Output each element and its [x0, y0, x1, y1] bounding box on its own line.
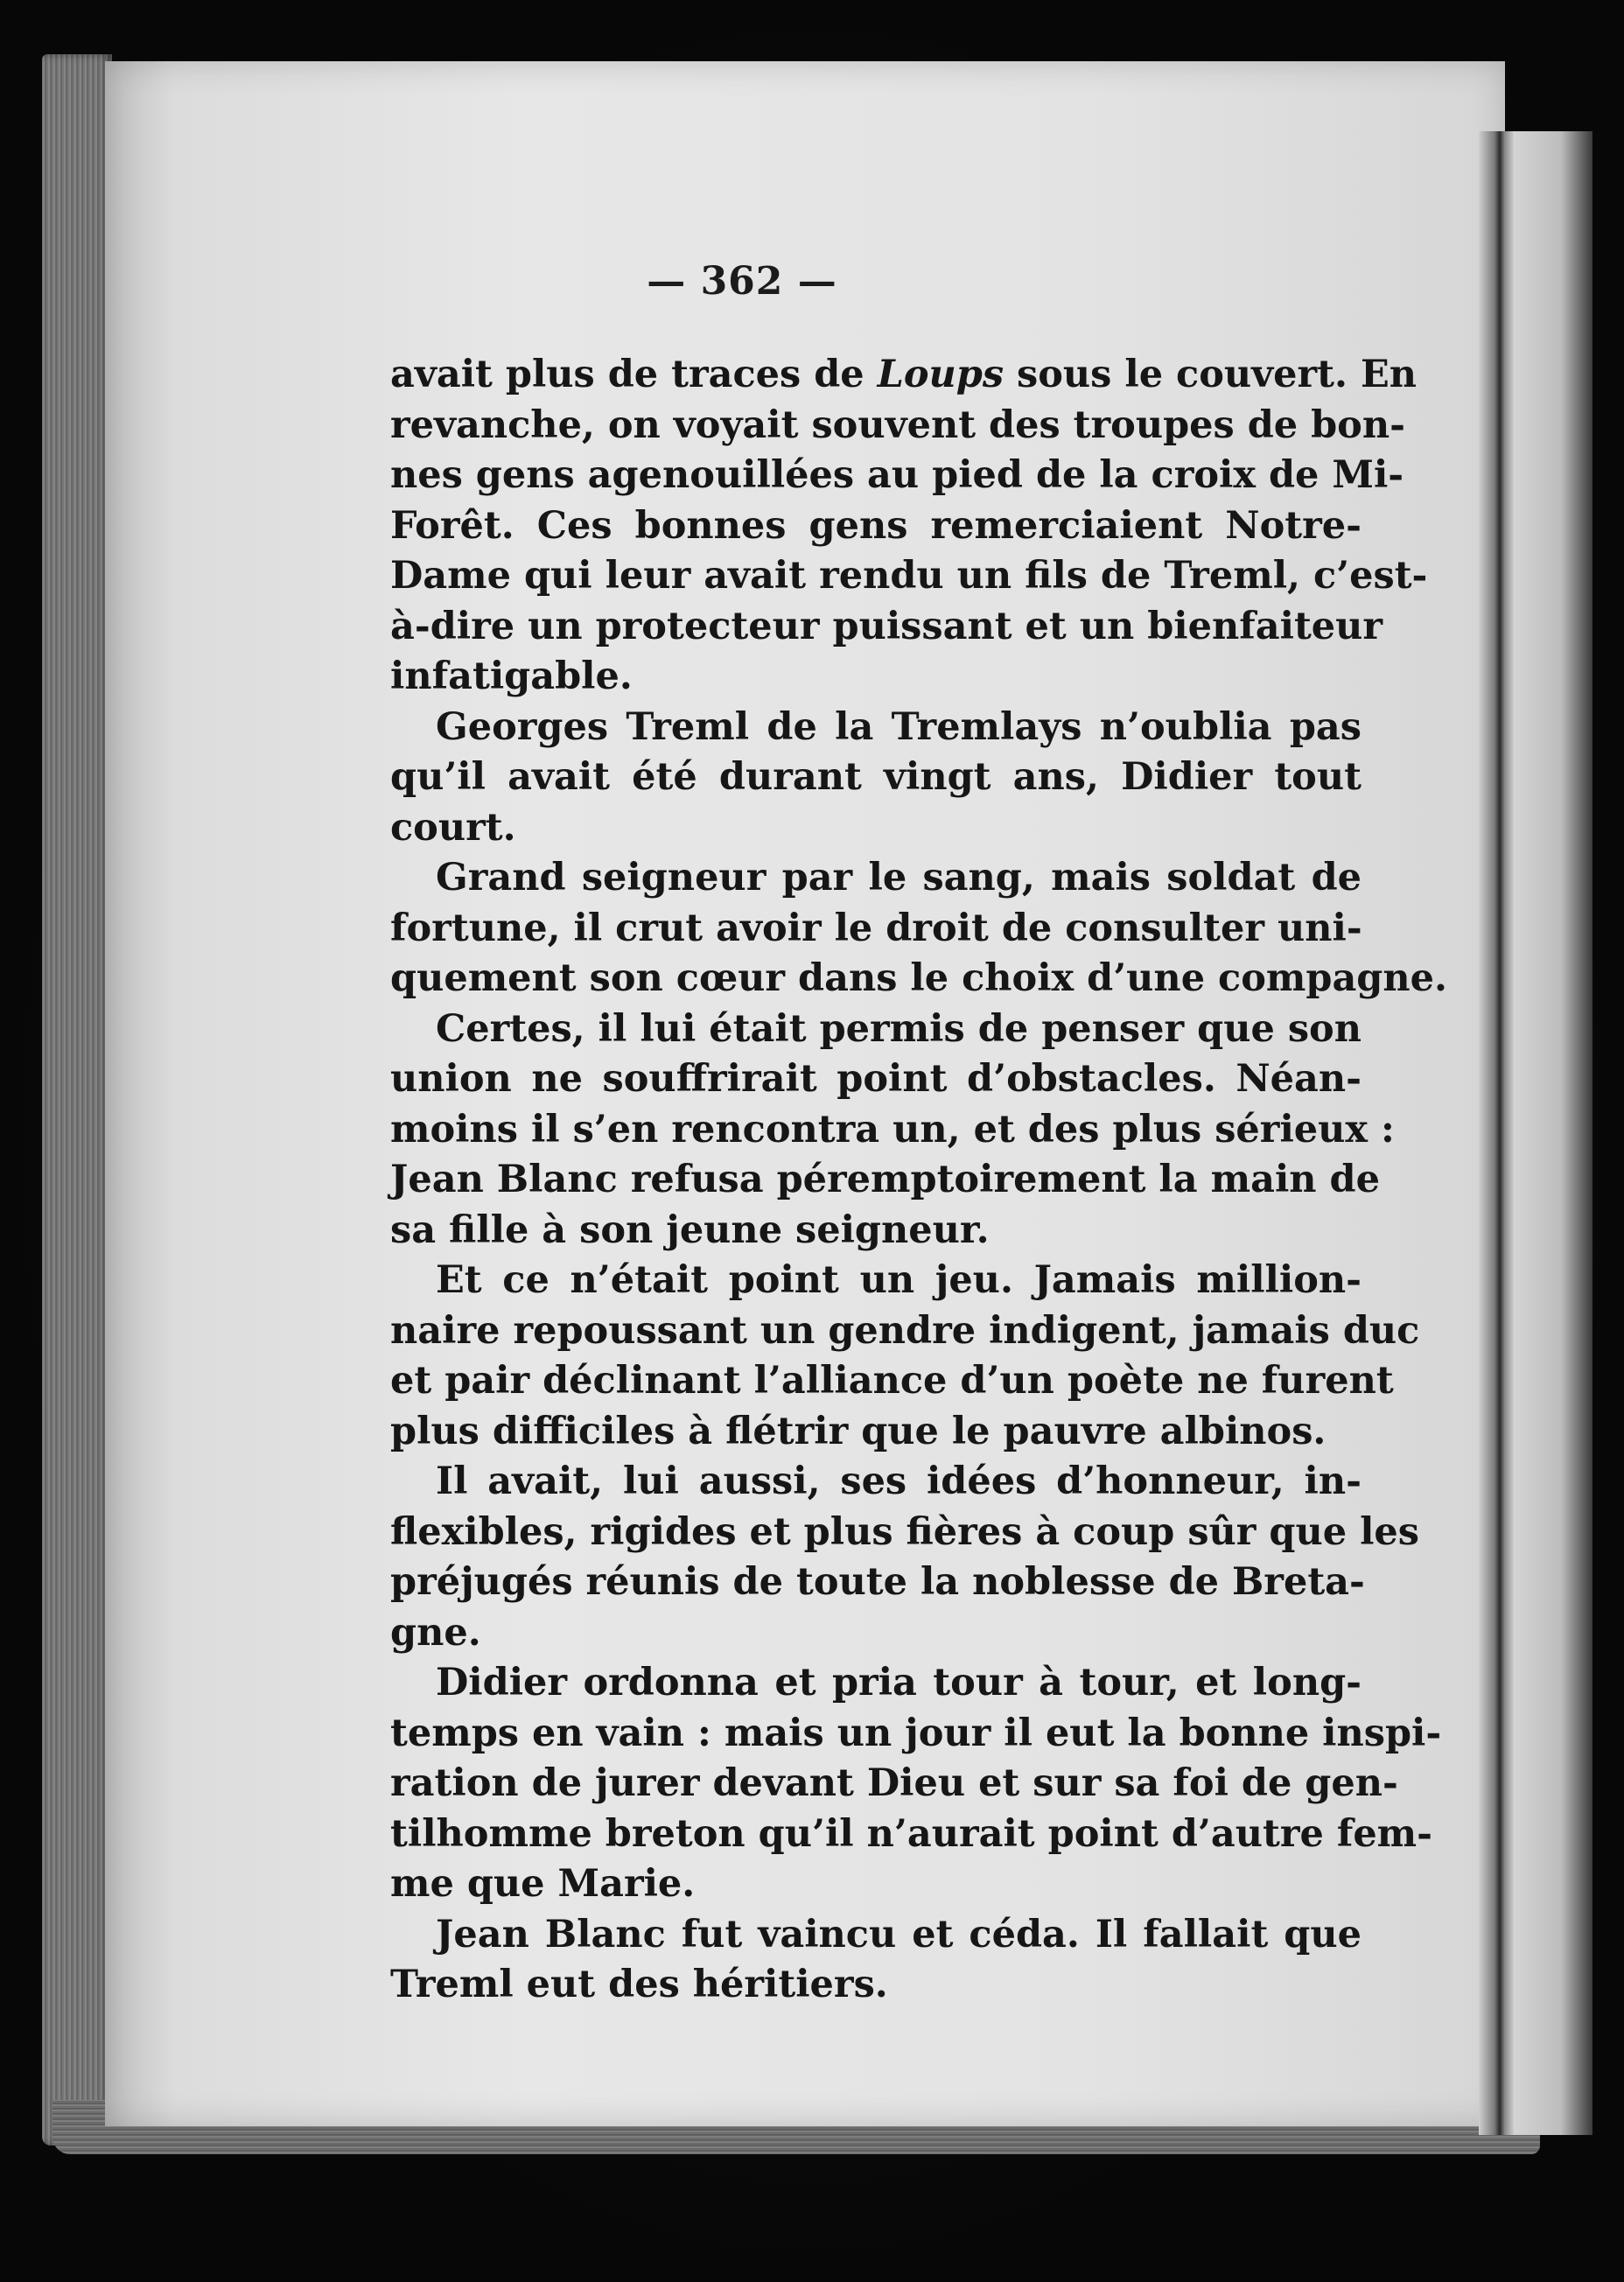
- text-segment: Il avait, lui aussi, ses idées d’honneur, in-: [436, 1460, 1362, 1503]
- text-line: [390, 954, 1447, 1004]
- text-line: [390, 904, 1362, 955]
- text-segment: plus difficiles à flétrir que le pauvre albinos.: [390, 1409, 1326, 1453]
- text-line: [390, 401, 1405, 452]
- text-segment: qu’il avait été durant vingt ans, Didier tout: [390, 755, 1362, 799]
- text-line: [390, 1155, 1380, 1206]
- text-segment: court.: [390, 805, 516, 850]
- text-segment: à-dire un protecteur puissant et un bienfaiteur: [390, 604, 1383, 648]
- text-segment: ration de jurer devant Dieu et sur sa foi de gen-: [390, 1761, 1398, 1805]
- text-line: [390, 350, 1417, 401]
- text-segment: temps en vain : mais un jour il eut la bonne inspi-: [390, 1711, 1442, 1755]
- text-line: [390, 1457, 1362, 1508]
- text-line: [390, 1306, 1420, 1357]
- text-segment: Didier ordonna et pria tour à tour, et long-: [436, 1661, 1362, 1704]
- text-line: [390, 1709, 1442, 1760]
- italic-text: Loups: [877, 353, 1004, 396]
- text-line: [390, 451, 1404, 501]
- text-segment: et pair déclinant l’alliance d’un poète ne furent: [390, 1359, 1394, 1403]
- text-line: [390, 1105, 1395, 1156]
- text-segment: moins il s’en rencontra un, et des plus sérieux :: [390, 1107, 1395, 1152]
- text-line: [390, 1910, 1362, 1961]
- text-line: [390, 853, 1362, 904]
- text-segment: Georges Treml de la Tremlays n’oublia pas: [436, 704, 1362, 749]
- text-segment: gne.: [390, 1610, 481, 1655]
- text-segment: Certes, il lui était permis de penser que son: [436, 1006, 1362, 1051]
- text-segment: tilhomme breton qu’il n’aurait point d’autre fem-: [390, 1811, 1433, 1856]
- text-line: [390, 551, 1428, 602]
- body-text: [390, 350, 1447, 2011]
- text-segment: nes gens agenouillées au pied de la croix de Mi-: [390, 453, 1404, 497]
- text-segment: Et ce n’était point un jeu. Jamais million-: [436, 1258, 1362, 1302]
- text-segment: fortune, il crut avoir le droit de consulter uni-: [390, 906, 1362, 950]
- text-segment: Jean Blanc refusa péremptoirement la main de: [390, 1158, 1380, 1201]
- text-line: [390, 1558, 1365, 1608]
- page-number: — 362 —: [647, 259, 837, 304]
- text-line: [390, 703, 1362, 753]
- text-line: [390, 752, 1362, 803]
- text-line: [390, 1256, 1362, 1306]
- book-page-stack-edge: [42, 54, 112, 2146]
- text-line: [390, 1206, 1362, 1256]
- text-line: [390, 1759, 1398, 1810]
- text-segment: flexibles, rigides et plus fières à coup sûr que les: [390, 1509, 1419, 1554]
- text-segment: me que Marie.: [390, 1862, 696, 1906]
- text-line: [390, 1859, 1362, 1910]
- text-line: [390, 1960, 1362, 2011]
- book-gutter: [1479, 131, 1514, 2135]
- text-line: [390, 1608, 1362, 1659]
- text-segment: préjugés réunis de toute la noblesse de Breta-: [390, 1560, 1365, 1604]
- text-line: [390, 1004, 1362, 1055]
- text-line: [390, 1054, 1362, 1105]
- text-segment: Dame qui leur avait rendu un fils de Treml, c’est-: [390, 554, 1428, 598]
- text-segment: union ne souffrirait point d’obstacles. Néan-: [390, 1057, 1362, 1101]
- text-segment: sous le couvert. En: [1004, 353, 1417, 396]
- text-segment: avait plus de traces de: [390, 353, 878, 396]
- text-segment: sa fille à son jeune seigneur.: [390, 1208, 990, 1252]
- text-segment: Forêt. Ces bonnes gens remerciaient Notre-: [390, 503, 1362, 548]
- text-segment: revanche, on voyait souvent des troupes de bon-: [390, 402, 1405, 447]
- text-line: [390, 1810, 1433, 1860]
- text-line: [390, 1356, 1394, 1407]
- text-segment: quement son cœur dans le choix d’une compagne.: [390, 956, 1447, 1000]
- facing-page-edge: [1514, 131, 1592, 2135]
- text-segment: Jean Blanc fut vaincu et céda. Il fallait que: [436, 1912, 1362, 1956]
- text-line: [390, 803, 1362, 854]
- text-line: [390, 652, 1362, 703]
- text-segment: Treml eut des héritiers.: [390, 1963, 888, 2006]
- text-segment: infatigable.: [390, 654, 633, 698]
- text-line: [390, 1407, 1362, 1458]
- text-line: [390, 1658, 1362, 1709]
- text-line: [390, 602, 1383, 653]
- text-line: [390, 1508, 1419, 1558]
- text-line: [390, 501, 1362, 552]
- text-segment: naire repoussant un gendre indigent, jamais duc: [390, 1308, 1420, 1353]
- text-segment: Grand seigneur par le sang, mais soldat de: [436, 856, 1362, 900]
